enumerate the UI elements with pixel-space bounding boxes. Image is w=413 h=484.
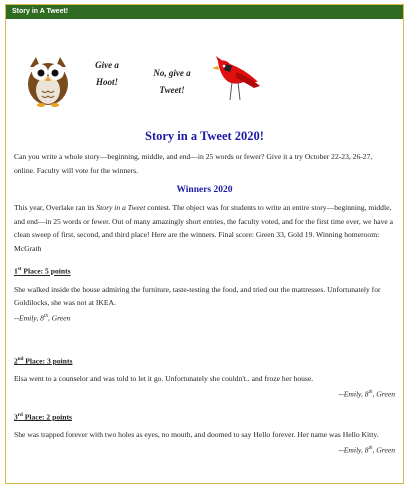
third-place-story: She was trapped forever with two holes as eyes, no mouth, and doomed to say Hello forever. Her name was Hello Kitty. xyxy=(14,430,379,440)
owl-icon xyxy=(24,53,72,107)
main-content xyxy=(6,19,403,457)
page-title: Story in a Tweet 2020! xyxy=(145,129,264,143)
second-place-heading: 2nd Place: 3 points xyxy=(14,356,73,366)
intro-text: Can you write a whole story—beginning, middle, and end—in 25 words or fewer? Give it a try October 22-23, 26-27, online. Faculty will vote for the winners. xyxy=(14,152,373,175)
first-place-story: She walked inside the house admiring the furniture, taste-testing the food, and tried out the mattresses. Unfortunately for Goldilocks, she was not at IKEA. xyxy=(14,284,381,308)
hero-banner xyxy=(14,19,395,115)
winners-text: This year, Overlake ran its Story in a Tweet contest. The object was for students to write an entire story—beginning, middle, and end—in 25 words or fewer. Out of many amazingly short entries, the faculty voted, and for the first time ever, we have a clean sweep of first, second, and third place! Here are the winners. Final score: Green 33, Gold 19. Winning homeroom: McGrath xyxy=(14,203,394,253)
third-place-credit: --Emily, 8th, Green xyxy=(338,445,395,455)
cardinal-icon xyxy=(210,52,262,104)
second-place-credit: --Emily, 8th, Green xyxy=(338,389,395,399)
page-frame xyxy=(5,4,404,484)
first-place-heading: 1st Place: 5 points xyxy=(14,266,71,276)
third-place-heading: 3rd Place: 2 points xyxy=(14,412,72,422)
window-title: Story in A Tweet! xyxy=(6,5,403,19)
first-place-credit: --Emily, 8th, Green xyxy=(14,313,71,323)
caption-give-a-tweet: No, give a Tweet! xyxy=(153,68,191,95)
winners-heading: Winners 2020 xyxy=(176,185,233,195)
caption-give-a-hoot: Give a Hoot! xyxy=(95,60,119,87)
second-place-story: Elsa went to a counselor and was told to let it go. Unfortunately she couldn't.. and froze her house. xyxy=(14,374,314,384)
